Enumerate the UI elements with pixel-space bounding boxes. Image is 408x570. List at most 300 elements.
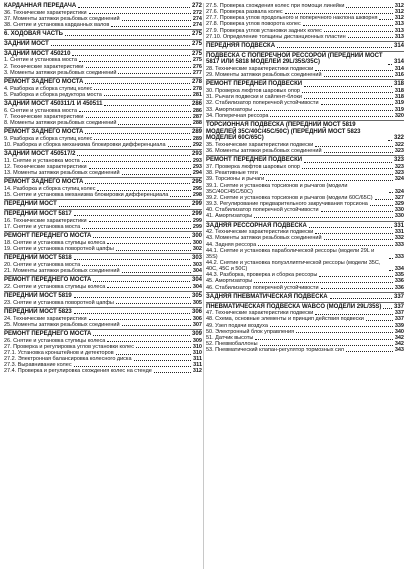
toc-page-number: 340 xyxy=(394,328,404,335)
toc-entry-title: РЕМОНТ ПЕРЕДНЕЙ ПОДВЕСКИ xyxy=(206,157,303,164)
dot-leader xyxy=(319,276,393,277)
toc-section-heading[interactable] xyxy=(4,179,202,186)
dot-leader xyxy=(348,37,393,38)
section-rule xyxy=(4,253,202,254)
toc-section-heading[interactable] xyxy=(4,129,202,136)
toc-page-number: 300 xyxy=(192,239,202,246)
toc-page-number: 314 xyxy=(393,59,404,66)
toc-entry-title: 30. Проверка люфтов шаровых опор xyxy=(206,88,300,95)
toc-entry-title: 2. Технические характеристики xyxy=(4,63,84,70)
section-rule xyxy=(206,292,404,293)
toc-entry-title: ПЕРЕДНИЙ МОСТ 5819 xyxy=(4,292,72,299)
toc-page-number: 323 xyxy=(394,164,404,171)
toc-entry-title: 36. Моменты затяжки резьбовых соединений xyxy=(206,148,322,155)
dot-leader xyxy=(330,298,392,299)
toc-section-heading[interactable] xyxy=(4,101,202,108)
toc-page-number: 342 xyxy=(394,334,404,341)
toc-page-number: 320 xyxy=(394,112,404,119)
toc-entry[interactable] xyxy=(206,113,404,119)
toc-entry-title: 43. Моменты затяжки резьбовых соединений xyxy=(206,235,322,242)
toc-page-number: 304 xyxy=(192,267,202,274)
toc-entry[interactable] xyxy=(4,368,202,374)
toc-page-number: 327 xyxy=(394,194,404,201)
toc-page-number: 309 xyxy=(192,337,202,344)
toc-section-heading[interactable] xyxy=(4,3,202,10)
section-rule xyxy=(4,127,202,128)
toc-entry[interactable] xyxy=(4,120,202,126)
dot-leader xyxy=(379,19,392,20)
toc-page-number: 275 xyxy=(192,57,202,64)
section-rule xyxy=(206,41,404,42)
toc-section-heading[interactable] xyxy=(4,51,202,58)
dot-leader xyxy=(85,183,190,184)
toc-entry-title: 15. Снятие и установка механизма блокировки дифференциала xyxy=(4,192,169,199)
toc-section-heading[interactable] xyxy=(206,43,404,50)
toc-entry-title: 5. Разборка и сборка редуктора моста xyxy=(4,91,102,98)
toc-page-number: 272 xyxy=(192,9,202,16)
dot-leader xyxy=(168,146,191,147)
toc-entry-title: 27.7. Проверка углов продольного и поперечного наклона шкворня xyxy=(206,15,378,22)
toc-page-number: 310 xyxy=(192,349,202,356)
dot-leader xyxy=(270,326,393,327)
toc-section-heading[interactable] xyxy=(4,151,202,158)
dot-leader xyxy=(82,265,191,266)
toc-page-number: 324 xyxy=(394,188,404,195)
dot-leader xyxy=(107,243,191,244)
toc-entry-title: 44.1. Снятие и установка параболической рессоры (модели 29L и 35S) xyxy=(206,247,375,260)
toc-entry[interactable] xyxy=(4,192,202,198)
toc-entry-title: 50. Электронный блок управления xyxy=(206,328,295,335)
toc-entry-title: 39.1. Снятие и установка торсионов и рычагов (модели 35C/40C/45C/50C) xyxy=(206,182,348,195)
dot-leader xyxy=(134,360,192,361)
toc-entry-title: ПОДВЕСКА С ПОПЕРЕЧНОЙ РЕССОРОЙ (ПЕРЕДНИЙ МОСТ 5817 ИЛИ 5818 МОДЕЛЕЙ 29L/35S/35C) xyxy=(206,52,383,66)
toc-page-number: 298 xyxy=(192,192,202,199)
toc-section-heading[interactable] xyxy=(206,294,404,301)
toc-entry-title: 38. Снятие и установка карданных валов xyxy=(4,22,110,29)
toc-section-heading[interactable] xyxy=(206,304,404,311)
toc-entry-title: ТОРСИОННАЯ ПОДВЕСКА (ПЕРЕДНИЙ МОСТ 5819 МОДЕЛЕЙ 35C/40C/45C/50C) (ПЕРЕДНИЙ МОСТ 5823 МОДЕЛЕЙ 60C/65C) xyxy=(206,121,361,142)
toc-entry-title: 24. Технические характеристики xyxy=(4,315,87,322)
toc-entry-title: 27.2. Электронная балансировка колесного диска xyxy=(4,356,132,363)
dot-leader xyxy=(122,272,191,273)
dot-leader xyxy=(74,313,190,314)
section-rule xyxy=(4,149,202,150)
dot-leader xyxy=(72,55,190,56)
toc-page-number: 311 xyxy=(193,356,202,363)
toc-page-number: 313 xyxy=(394,33,404,40)
toc-entry-title: 20. Снятие и установка моста xyxy=(4,261,81,268)
toc-page-number: 318 xyxy=(393,81,404,88)
toc-entry-title: 21. Моменты затяжки резьбовых соединений xyxy=(4,267,120,274)
dot-leader xyxy=(86,67,191,68)
toc-page-number: 323 xyxy=(393,157,404,164)
toc-page-number: 309 xyxy=(191,330,202,337)
toc-entry-title: 17. Снятие и установка моста xyxy=(4,223,81,230)
toc-section-heading[interactable] xyxy=(4,79,202,86)
section-rule xyxy=(4,307,202,308)
toc-page-number: 337 xyxy=(394,310,404,317)
toc-entry-title: 37. Моменты затяжки резьбовых соединений xyxy=(4,15,120,22)
toc-entry-title: 11. Снятие и установка моста xyxy=(4,157,80,164)
toc-section-heading[interactable] xyxy=(206,81,404,88)
toc-page-number: 299 xyxy=(191,211,202,217)
dot-leader xyxy=(324,239,393,240)
toc-entry-title: 32. Стабилизатор поперечной устойчивости xyxy=(206,100,319,107)
toc-entry-title: 35. Технические характеристики подвески xyxy=(206,142,314,149)
dot-leader xyxy=(315,146,392,147)
toc-page-number: 289 xyxy=(192,135,202,142)
toc-entry[interactable] xyxy=(4,22,202,28)
toc-entry-title: 44.2. Снятие и установка полуэллиптической рессоры (модели 35C, 40C, 45C и 50C) xyxy=(206,260,381,273)
dot-leader xyxy=(254,282,393,283)
toc-entry-title: 13. Моменты затяжки резьбовых соединений xyxy=(4,170,120,177)
dot-leader xyxy=(104,95,191,96)
dot-leader xyxy=(118,73,190,74)
toc-right-column xyxy=(206,3,404,353)
dot-leader xyxy=(118,124,190,125)
toc-entry-title: 19. Снятие и установка поворотной цапфы xyxy=(4,245,114,252)
toc-entry-title: 10. Разборка и сборка механизма блокировки дифференциала xyxy=(4,141,166,148)
toc-page-number: 337 xyxy=(394,316,404,323)
toc-entry[interactable] xyxy=(206,148,404,154)
toc-page-number: 313 xyxy=(394,27,404,34)
toc-entry-title: 23. Снятие и установка поворотной цапфы xyxy=(4,299,114,306)
toc-page-number: 293 xyxy=(192,163,202,170)
toc-section-heading[interactable] xyxy=(206,223,404,230)
toc-entry-title: 16. Технические характеристики xyxy=(4,217,87,224)
toc-entry-title: ПЕРЕДНИЙ МОСТ 5817 xyxy=(4,211,72,217)
toc-page-number: 313 xyxy=(394,21,404,28)
toc-entry-title: 36. Технические характеристики xyxy=(4,9,87,16)
toc-page-number: 304 xyxy=(191,277,202,284)
dot-leader xyxy=(122,174,191,175)
toc-entry[interactable] xyxy=(206,34,404,40)
toc-entry-title: 45. Амортизаторы xyxy=(206,278,253,285)
toc-page-number: 333 xyxy=(394,241,404,248)
dot-leader xyxy=(315,70,392,71)
toc-entry-title: 1. Снятие и установка моста xyxy=(4,57,78,64)
toc-entry-title: РЕМОНТ ЗАДНЕГО МОСТА xyxy=(4,129,84,136)
toc-entry-title: ПНЕВМАТИЧЕСКАЯ ПОДВЕСКА WABCO (МОДЕЛИ 29L/35S) xyxy=(206,303,382,310)
dot-leader xyxy=(302,92,393,93)
toc-entry[interactable] xyxy=(4,70,202,76)
toc-entry[interactable] xyxy=(4,224,202,230)
toc-entry-title: РЕМОНТ ПЕРЕДНЕГО МОСТА xyxy=(4,277,92,284)
toc-entry-title: 39. Торсионы и рычаги xyxy=(206,176,265,183)
dot-leader xyxy=(388,64,392,65)
toc-entry-title: 6. Снятие и установка моста xyxy=(4,107,78,114)
toc-entry-title: 22. Снятие и установка ступицы колеса xyxy=(4,283,106,290)
toc-page-number: 277 xyxy=(192,69,202,76)
toc-section-heading[interactable] xyxy=(4,255,202,262)
dot-leader xyxy=(321,211,393,212)
toc-page-number: 342 xyxy=(394,341,404,347)
toc-entry-title: 39.3. Регулирование предварительного закручивания торсиона xyxy=(206,201,368,208)
dot-leader xyxy=(254,217,393,218)
toc-page-number: 312 xyxy=(394,3,404,9)
toc-entry-title: 40. Стабилизатор поперечной устойчивости xyxy=(206,207,319,214)
dot-leader xyxy=(315,314,392,315)
dot-leader xyxy=(370,205,393,206)
toc-page-number: 323 xyxy=(394,170,404,177)
dot-leader xyxy=(296,332,393,333)
toc-entry-title: 9. Разборка и сборка ступиц колес xyxy=(4,135,93,142)
dot-leader xyxy=(59,206,190,207)
toc-entry-title: 49. Узел подачи воздуха xyxy=(206,322,268,329)
section-rule xyxy=(4,275,202,276)
dot-leader xyxy=(321,288,393,289)
toc-entry-title: ЗАДНЯЯ РЕССОРНАЯ ПОДВЕСКА xyxy=(206,222,307,229)
toc-page-number: 275 xyxy=(191,50,202,57)
toc-page-number: 278 xyxy=(192,85,202,92)
toc-page-number: 331 xyxy=(393,222,404,229)
toc-entry-title: 37. Проверка люфтов шаровых опор xyxy=(206,164,300,171)
toc-entry-title: 4. Разборка и сборка ступиц колес xyxy=(4,85,93,92)
toc-entry-title: РЕМОНТ ПЕРЕДНЕГО МОСТА xyxy=(4,330,92,337)
toc-entry[interactable] xyxy=(206,72,404,78)
toc-page-number: 332 xyxy=(394,235,404,242)
dot-leader xyxy=(389,192,393,193)
dot-leader xyxy=(270,116,392,117)
toc-page-number: 303 xyxy=(192,261,202,268)
dot-leader xyxy=(89,168,191,169)
toc-page-number: 275 xyxy=(191,31,202,38)
toc-section-heading[interactable] xyxy=(4,277,202,284)
toc-page-number: 292 xyxy=(192,141,202,148)
dot-leader xyxy=(94,139,190,140)
section-rule xyxy=(4,39,202,40)
toc-entry-title: 44. Задняя рессора xyxy=(206,241,257,248)
toc-entry[interactable] xyxy=(4,268,202,274)
dot-leader xyxy=(389,270,393,271)
toc-entry[interactable] xyxy=(206,285,404,291)
toc-page-number: 276 xyxy=(192,63,202,70)
toc-section-heading[interactable] xyxy=(4,331,202,338)
toc-page-number: 286 xyxy=(191,100,202,107)
dot-leader xyxy=(266,180,393,181)
toc-page-number: 294 xyxy=(192,170,202,177)
toc-page-number: 318 xyxy=(394,88,404,95)
dot-leader xyxy=(304,98,393,99)
toc-entry-title: ЗАДНИЙ МОСТ 450210 xyxy=(4,50,71,57)
toc-page-number: 288 xyxy=(192,119,202,126)
dot-leader xyxy=(304,86,392,87)
toc-page-number: 295 xyxy=(191,179,202,186)
toc-entry[interactable] xyxy=(206,248,404,260)
toc-entry-title: 27.3. Выравнивание колес xyxy=(4,362,72,369)
toc-entry[interactable] xyxy=(4,246,202,252)
dot-leader xyxy=(366,320,393,321)
dot-leader xyxy=(78,7,190,8)
toc-entry-title: 47. Технические характеристики подвески xyxy=(206,310,314,317)
dot-leader xyxy=(65,35,190,36)
dot-leader xyxy=(89,319,191,320)
dot-leader xyxy=(324,76,393,77)
dot-leader xyxy=(85,133,190,134)
toc-entry-title: 42. Технические характеристики подвески xyxy=(206,229,314,236)
toc-page-number: 336 xyxy=(394,284,404,291)
toc-page-number: 331 xyxy=(394,229,404,236)
toc-entry[interactable] xyxy=(4,92,202,98)
toc-page-number: 304 xyxy=(192,283,202,290)
section-rule xyxy=(206,51,404,52)
toc-page-number: 272 xyxy=(191,3,202,9)
toc-page-number: 299 xyxy=(192,217,202,224)
toc-entry-title: 25. Моменты затяжки резьбовых соединений xyxy=(4,321,120,328)
toc-page-number: 310 xyxy=(192,343,202,350)
dot-leader xyxy=(375,199,393,200)
dot-leader xyxy=(107,341,191,342)
toc-page-number: 322 xyxy=(393,135,404,142)
dot-leader xyxy=(116,303,191,304)
dot-leader xyxy=(104,105,190,106)
dot-leader xyxy=(315,233,392,234)
dot-leader xyxy=(79,111,191,112)
toc-entry-title: 8. Моменты затяжки резьбовых соединений xyxy=(4,119,117,126)
dot-leader xyxy=(309,227,392,228)
toc-entry-title: 33. Амортизаторы xyxy=(206,106,253,113)
toc-page-number: 307 xyxy=(192,321,202,328)
toc-entry-title: 27.4. Проверка и регулировка схождения колес на стенде xyxy=(4,368,152,375)
toc-entry[interactable] xyxy=(4,300,202,306)
toc-page-number: 295 xyxy=(192,185,202,192)
toc-section-heading[interactable] xyxy=(206,157,404,164)
toc-entry-title: 27.5. Проверка схождения колес при помощи линейки xyxy=(206,3,345,9)
toc-page-number: 306 xyxy=(192,315,202,322)
toc-entry-title: 27.9. Проверка углов установки задних колес xyxy=(206,27,322,34)
toc-entry[interactable] xyxy=(206,183,404,195)
toc-entry-title: 51. Датчик высоты xyxy=(206,334,254,341)
toc-entry-title: РЕМОНТ ЗАДНЕГО МОСТА xyxy=(4,78,84,85)
toc-entry[interactable] xyxy=(4,322,202,328)
toc-entry-title: ЗАДНИЙ МОСТ 450517/2 xyxy=(4,151,76,158)
dot-leader xyxy=(97,190,190,191)
toc-entry[interactable] xyxy=(4,142,202,148)
toc-entry-title: 34. Поперечная рессора xyxy=(206,112,269,119)
toc-page-number: 329 xyxy=(394,201,404,208)
dot-leader xyxy=(346,351,393,352)
toc-page-number: 339 xyxy=(394,322,404,329)
toc-entry[interactable] xyxy=(206,260,404,272)
toc-entry-title: ПЕРЕДНИЙ МОСТ xyxy=(4,201,57,208)
section-rule xyxy=(4,291,202,292)
toc-entry-title: ПЕРЕДНИЙ МОСТ 5823 xyxy=(4,308,72,315)
toc-page-number: 274 xyxy=(192,15,202,22)
toc-section-heading[interactable] xyxy=(4,211,202,218)
toc-page-number: 330 xyxy=(394,207,404,214)
toc-entry-title: 48. Схема, основные элементы и принцип действия подвески xyxy=(206,316,364,323)
section-rule xyxy=(206,302,404,303)
toc-entry[interactable] xyxy=(4,170,202,176)
toc-entry-title: 44.3. Разборка, проверка и сборка рессоры xyxy=(206,272,318,279)
toc-section-heading[interactable] xyxy=(4,233,202,240)
dot-leader xyxy=(122,20,191,21)
toc-entry-title: 52. Пневмобаллоны xyxy=(206,341,258,347)
toc-section-heading[interactable] xyxy=(4,201,202,208)
dot-leader xyxy=(93,237,190,238)
toc-page-number: 287 xyxy=(192,113,202,120)
toc-entry-title: 41. Амортизаторы xyxy=(206,213,253,220)
toc-entry-title: 53. Пневматический клапан-регулятор тормозных сил xyxy=(206,347,345,354)
toc-page-number: 311 xyxy=(193,362,202,369)
toc-page-number: 324 xyxy=(394,176,404,183)
toc-page-number: 335 xyxy=(394,272,404,279)
section-rule xyxy=(4,231,202,232)
section-rule xyxy=(4,99,202,100)
toc-page-number: 289 xyxy=(191,129,202,136)
toc-page-number: 323 xyxy=(394,148,404,155)
dot-leader xyxy=(388,140,392,141)
toc-page-number: 300 xyxy=(191,233,202,240)
toc-entry-title: ЗАДНИЙ МОСТ xyxy=(4,40,49,47)
toc-entry-title: 27. Проверка и регулировка углов установки колес xyxy=(4,343,134,350)
toc-entry-title: 27.6. Проверка развала колес xyxy=(206,9,283,16)
dot-leader xyxy=(116,354,191,355)
toc-page-number: 318 xyxy=(394,94,404,101)
toc-section-heading[interactable] xyxy=(4,293,202,300)
toc-page-number: 333 xyxy=(394,253,404,260)
section-rule xyxy=(4,177,202,178)
column-divider xyxy=(203,3,204,569)
toc-section-heading[interactable] xyxy=(206,122,404,142)
toc-left-column xyxy=(4,3,202,375)
section-rule xyxy=(4,77,202,78)
dot-leader xyxy=(346,7,392,8)
toc-page-number: 275 xyxy=(191,40,202,47)
toc-entry-title: 6. ХОДОВАЯ ЧАСТЬ xyxy=(4,31,63,38)
dot-leader xyxy=(170,196,190,197)
toc-page-number: 274 xyxy=(192,22,202,29)
toc-entry[interactable] xyxy=(206,213,404,219)
toc-page-number: 312 xyxy=(192,368,202,375)
toc-entry-title: 39.2. Снятие и установка торсионов и рычагов (модели 60C/65C) xyxy=(206,194,373,201)
toc-page-number: 312 xyxy=(394,15,404,22)
dot-leader xyxy=(254,110,393,111)
toc-page-number: 293 xyxy=(191,151,202,158)
toc-page-number: 334 xyxy=(394,266,404,273)
toc-entry[interactable] xyxy=(206,347,404,353)
toc-entry-title: 28. Технические характеристики подвески xyxy=(206,66,314,73)
dot-leader xyxy=(74,215,190,216)
toc-entry-title: 3. Моменты затяжки резьбовых соединений xyxy=(4,69,117,76)
toc-section-heading[interactable] xyxy=(4,31,202,38)
toc-page-number: 312 xyxy=(394,9,404,16)
dot-leader xyxy=(383,308,392,309)
toc-section-heading[interactable] xyxy=(4,41,202,48)
toc-entry[interactable] xyxy=(4,284,202,290)
toc-entry-title: ЗАДНЯЯ ПНЕВМАТИЧЕСКАЯ ПОДВЕСКА xyxy=(206,293,328,300)
dot-leader xyxy=(51,45,190,46)
dot-leader xyxy=(277,47,392,48)
toc-section-heading[interactable] xyxy=(4,309,202,316)
toc-page-number: 343 xyxy=(394,347,404,354)
toc-page-number: 299 xyxy=(192,223,202,230)
toc-page-number: 286 xyxy=(192,107,202,114)
toc-page-number: 281 xyxy=(192,91,202,98)
toc-entry-title: 38. Реактивные тяги xyxy=(206,170,258,177)
dot-leader xyxy=(260,174,393,175)
toc-section-heading[interactable] xyxy=(206,53,404,66)
dot-leader xyxy=(389,258,393,259)
toc-entry-title: 29. Моменты затяжки резьбовых соединений xyxy=(206,72,322,79)
dot-leader xyxy=(324,31,393,32)
dot-leader xyxy=(111,26,191,27)
toc-page-number: 322 xyxy=(394,142,404,149)
dot-leader xyxy=(154,372,191,373)
dot-leader xyxy=(255,339,392,340)
dot-leader xyxy=(93,281,190,282)
toc-entry-title: 18. Снятие и установка ступицы колеса xyxy=(4,239,106,246)
